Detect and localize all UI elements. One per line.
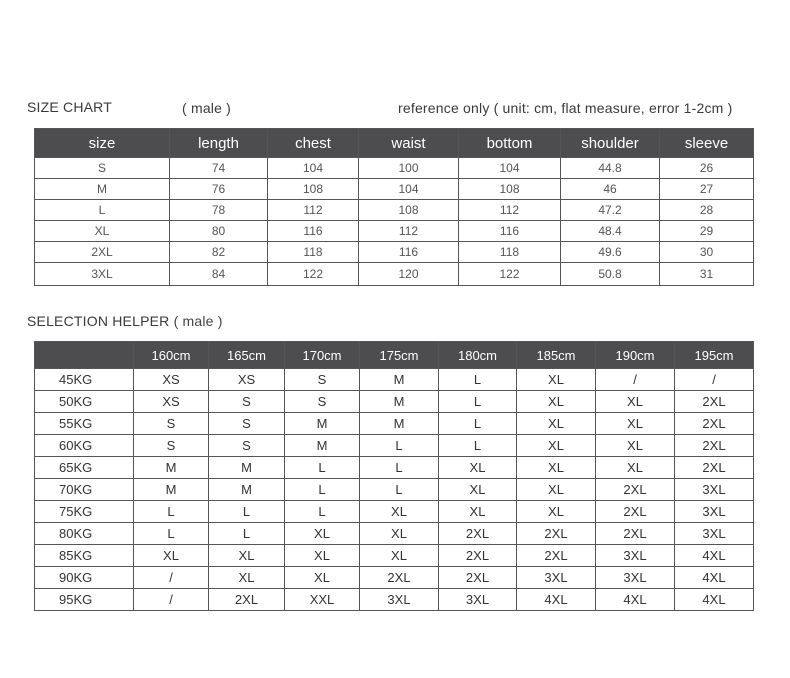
measurement-cell: 47.2 bbox=[561, 200, 660, 221]
weight-label-cell: 70KG bbox=[35, 479, 134, 501]
measurement-cell: 120 bbox=[359, 263, 459, 286]
recommended-size-cell: S bbox=[134, 435, 209, 457]
recommended-size-cell: L bbox=[439, 391, 517, 413]
recommended-size-cell: L bbox=[285, 479, 360, 501]
selection-helper-table bbox=[34, 341, 754, 611]
measurement-cell: 84 bbox=[170, 263, 268, 286]
recommended-size-cell: L bbox=[439, 435, 517, 457]
measurement-cell: 118 bbox=[268, 242, 359, 263]
height-col-header: 195cm bbox=[675, 342, 754, 369]
recommended-size-cell: / bbox=[596, 369, 675, 391]
recommended-size-cell: XL bbox=[517, 369, 596, 391]
size-label-cell: 2XL bbox=[35, 242, 170, 263]
recommended-size-cell: L bbox=[439, 413, 517, 435]
recommended-size-cell: M bbox=[209, 479, 285, 501]
recommended-size-cell: 2XL bbox=[675, 435, 754, 457]
selection-helper-title bbox=[27, 313, 223, 329]
recommended-size-cell: XL bbox=[285, 567, 360, 589]
size-chart-row bbox=[35, 263, 754, 286]
measurement-cell: 46 bbox=[561, 179, 660, 200]
recommended-size-cell: XS bbox=[209, 369, 285, 391]
measurement-cell: 80 bbox=[170, 221, 268, 242]
recommended-size-cell: L bbox=[285, 501, 360, 523]
recommended-size-cell: 3XL bbox=[596, 567, 675, 589]
measurement-cell: 104 bbox=[268, 158, 359, 179]
recommended-size-cell: XL bbox=[134, 545, 209, 567]
size-label-cell: S bbox=[35, 158, 170, 179]
recommended-size-cell: 2XL bbox=[675, 413, 754, 435]
recommended-size-cell: 2XL bbox=[439, 523, 517, 545]
recommended-size-cell: S bbox=[285, 391, 360, 413]
recommended-size-cell: 3XL bbox=[439, 589, 517, 611]
recommended-size-cell: 2XL bbox=[675, 391, 754, 413]
recommended-size-cell: XL bbox=[439, 479, 517, 501]
recommended-size-cell: 4XL bbox=[596, 589, 675, 611]
recommended-size-cell: 3XL bbox=[675, 501, 754, 523]
height-col-header: 165cm bbox=[209, 342, 285, 369]
recommended-size-cell: 2XL bbox=[209, 589, 285, 611]
recommended-size-cell: 2XL bbox=[439, 567, 517, 589]
size-chart-row bbox=[35, 200, 754, 221]
size-chart-col-header: shoulder bbox=[561, 129, 660, 158]
recommended-size-cell: S bbox=[209, 391, 285, 413]
measurement-cell: 118 bbox=[459, 242, 561, 263]
size-chart-row bbox=[35, 158, 754, 179]
recommended-size-cell: S bbox=[209, 413, 285, 435]
measurement-cell: 116 bbox=[459, 221, 561, 242]
measurement-cell: 26 bbox=[660, 158, 754, 179]
recommended-size-cell: XS bbox=[134, 391, 209, 413]
weight-label-cell: 60KG bbox=[35, 435, 134, 457]
recommended-size-cell: L bbox=[285, 457, 360, 479]
size-chart-col-header: length bbox=[170, 129, 268, 158]
recommended-size-cell: XL bbox=[285, 545, 360, 567]
measurement-cell: 44.8 bbox=[561, 158, 660, 179]
recommended-size-cell: XXL bbox=[285, 589, 360, 611]
size-chart-col-header: size bbox=[35, 129, 170, 158]
height-col-header: 170cm bbox=[285, 342, 360, 369]
measurement-cell: 100 bbox=[359, 158, 459, 179]
measurement-cell: 74 bbox=[170, 158, 268, 179]
recommended-size-cell: M bbox=[360, 369, 439, 391]
weight-label-cell: 45KG bbox=[35, 369, 134, 391]
weight-label-cell: 95KG bbox=[35, 589, 134, 611]
helper-row bbox=[35, 589, 754, 611]
recommended-size-cell: XL bbox=[285, 523, 360, 545]
recommended-size-cell: XL bbox=[596, 435, 675, 457]
size-chart-title: SIZE CHART bbox=[27, 99, 112, 115]
recommended-size-cell: 2XL bbox=[596, 479, 675, 501]
recommended-size-cell: M bbox=[134, 457, 209, 479]
recommended-size-cell: XL bbox=[517, 413, 596, 435]
measurement-cell: 122 bbox=[459, 263, 561, 286]
measurement-cell: 48.4 bbox=[561, 221, 660, 242]
recommended-size-cell: XL bbox=[517, 391, 596, 413]
helper-row bbox=[35, 501, 754, 523]
size-chart-col-header: waist bbox=[359, 129, 459, 158]
measurement-cell: 82 bbox=[170, 242, 268, 263]
recommended-size-cell: XL bbox=[517, 501, 596, 523]
measurement-cell: 116 bbox=[268, 221, 359, 242]
recommended-size-cell: 3XL bbox=[360, 589, 439, 611]
height-col-header: 190cm bbox=[596, 342, 675, 369]
recommended-size-cell: 2XL bbox=[596, 501, 675, 523]
size-label-cell: 3XL bbox=[35, 263, 170, 286]
recommended-size-cell: 2XL bbox=[596, 523, 675, 545]
selection-helper-title-text: SELECTION HELPER bbox=[27, 313, 170, 329]
recommended-size-cell: XL bbox=[517, 457, 596, 479]
size-chart-row bbox=[35, 242, 754, 263]
weight-label-cell: 55KG bbox=[35, 413, 134, 435]
measurement-cell: 49.6 bbox=[561, 242, 660, 263]
recommended-size-cell: / bbox=[134, 589, 209, 611]
recommended-size-cell: 2XL bbox=[360, 567, 439, 589]
weight-label-cell: 85KG bbox=[35, 545, 134, 567]
measurement-cell: 108 bbox=[359, 200, 459, 221]
recommended-size-cell: M bbox=[360, 413, 439, 435]
recommended-size-cell: M bbox=[285, 435, 360, 457]
recommended-size-cell: XL bbox=[439, 501, 517, 523]
size-chart-col-header: chest bbox=[268, 129, 359, 158]
weight-label-cell: 80KG bbox=[35, 523, 134, 545]
size-label-cell: XL bbox=[35, 221, 170, 242]
recommended-size-cell: / bbox=[675, 369, 754, 391]
recommended-size-cell: L bbox=[134, 523, 209, 545]
recommended-size-cell: 2XL bbox=[517, 545, 596, 567]
recommended-size-cell: 4XL bbox=[675, 589, 754, 611]
height-col-header: 175cm bbox=[360, 342, 439, 369]
recommended-size-cell: XL bbox=[209, 545, 285, 567]
recommended-size-cell: M bbox=[134, 479, 209, 501]
measurement-cell: 31 bbox=[660, 263, 754, 286]
helper-row bbox=[35, 413, 754, 435]
measurement-cell: 27 bbox=[660, 179, 754, 200]
measurement-cell: 28 bbox=[660, 200, 754, 221]
weight-label-cell: 90KG bbox=[35, 567, 134, 589]
helper-row bbox=[35, 545, 754, 567]
recommended-size-cell: M bbox=[209, 457, 285, 479]
helper-row bbox=[35, 457, 754, 479]
size-chart-row bbox=[35, 221, 754, 242]
recommended-size-cell: 3XL bbox=[596, 545, 675, 567]
size-chart-col-header: sleeve bbox=[660, 129, 754, 158]
measurement-cell: 30 bbox=[660, 242, 754, 263]
measurement-cell: 122 bbox=[268, 263, 359, 286]
height-col-header: 180cm bbox=[439, 342, 517, 369]
helper-row bbox=[35, 435, 754, 457]
recommended-size-cell: 3XL bbox=[517, 567, 596, 589]
recommended-size-cell: XL bbox=[596, 457, 675, 479]
size-chart-note: reference only ( unit: cm, flat measure, error 1-2cm ) bbox=[398, 100, 733, 116]
measurement-cell: 76 bbox=[170, 179, 268, 200]
recommended-size-cell: / bbox=[134, 567, 209, 589]
recommended-size-cell: M bbox=[360, 391, 439, 413]
recommended-size-cell: 2XL bbox=[675, 457, 754, 479]
size-chart-table bbox=[34, 128, 754, 286]
recommended-size-cell: 3XL bbox=[675, 523, 754, 545]
measurement-cell: 29 bbox=[660, 221, 754, 242]
recommended-size-cell: XS bbox=[134, 369, 209, 391]
recommended-size-cell: 4XL bbox=[517, 589, 596, 611]
recommended-size-cell: XL bbox=[517, 479, 596, 501]
size-label-cell: M bbox=[35, 179, 170, 200]
measurement-cell: 50.8 bbox=[561, 263, 660, 286]
recommended-size-cell: XL bbox=[517, 435, 596, 457]
weight-label-cell: 65KG bbox=[35, 457, 134, 479]
recommended-size-cell: S bbox=[285, 369, 360, 391]
size-chart-gender: ( male ) bbox=[182, 100, 232, 116]
measurement-cell: 112 bbox=[459, 200, 561, 221]
recommended-size-cell: XL bbox=[209, 567, 285, 589]
recommended-size-cell: M bbox=[285, 413, 360, 435]
size-label-cell: L bbox=[35, 200, 170, 221]
recommended-size-cell: XL bbox=[439, 457, 517, 479]
helper-row bbox=[35, 369, 754, 391]
recommended-size-cell: L bbox=[209, 523, 285, 545]
recommended-size-cell: L bbox=[134, 501, 209, 523]
recommended-size-cell: XL bbox=[360, 545, 439, 567]
measurement-cell: 116 bbox=[359, 242, 459, 263]
measurement-cell: 112 bbox=[359, 221, 459, 242]
recommended-size-cell: S bbox=[209, 435, 285, 457]
recommended-size-cell: XL bbox=[596, 391, 675, 413]
helper-row bbox=[35, 479, 754, 501]
selection-helper-header-row bbox=[35, 342, 754, 369]
measurement-cell: 104 bbox=[459, 158, 561, 179]
recommended-size-cell: 2XL bbox=[517, 523, 596, 545]
recommended-size-cell: L bbox=[360, 435, 439, 457]
size-chart-header-row bbox=[35, 129, 754, 158]
helper-row bbox=[35, 523, 754, 545]
recommended-size-cell: XL bbox=[360, 523, 439, 545]
recommended-size-cell: L bbox=[209, 501, 285, 523]
recommended-size-cell: L bbox=[360, 457, 439, 479]
helper-row bbox=[35, 391, 754, 413]
recommended-size-cell: L bbox=[360, 479, 439, 501]
height-col-header: 160cm bbox=[134, 342, 209, 369]
recommended-size-cell: L bbox=[439, 369, 517, 391]
measurement-cell: 112 bbox=[268, 200, 359, 221]
selection-helper-gender: ( male ) bbox=[173, 313, 223, 329]
recommended-size-cell: XL bbox=[360, 501, 439, 523]
recommended-size-cell: XL bbox=[596, 413, 675, 435]
size-chart-col-header: bottom bbox=[459, 129, 561, 158]
recommended-size-cell: 4XL bbox=[675, 567, 754, 589]
weight-label-cell: 50KG bbox=[35, 391, 134, 413]
weight-label-cell: 75KG bbox=[35, 501, 134, 523]
height-col-header: 185cm bbox=[517, 342, 596, 369]
measurement-cell: 104 bbox=[359, 179, 459, 200]
recommended-size-cell: 4XL bbox=[675, 545, 754, 567]
recommended-size-cell: 2XL bbox=[439, 545, 517, 567]
size-chart-row bbox=[35, 179, 754, 200]
recommended-size-cell: 3XL bbox=[675, 479, 754, 501]
helper-corner-cell bbox=[35, 342, 134, 369]
measurement-cell: 78 bbox=[170, 200, 268, 221]
measurement-cell: 108 bbox=[268, 179, 359, 200]
recommended-size-cell: S bbox=[134, 413, 209, 435]
measurement-cell: 108 bbox=[459, 179, 561, 200]
helper-row bbox=[35, 567, 754, 589]
